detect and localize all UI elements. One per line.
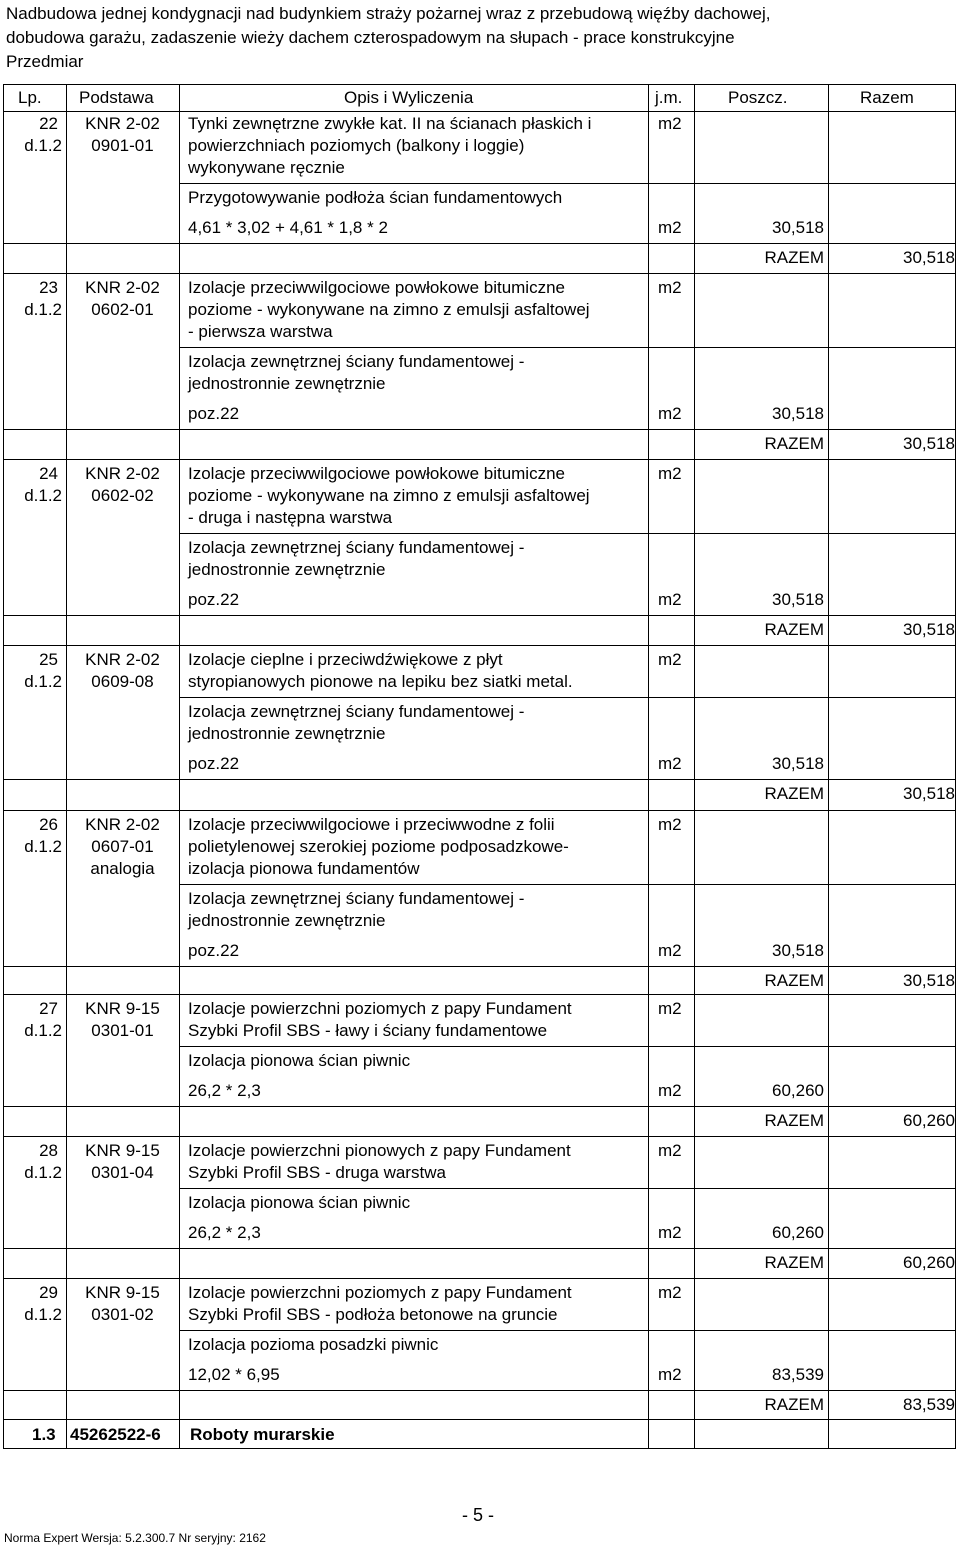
row-divider: [179, 1330, 955, 1331]
item-calculation: 4,61 * 3,02 + 4,61 * 1,8 * 2: [188, 218, 388, 237]
row-divider: [4, 1278, 955, 1279]
item-unit: m2: [658, 650, 682, 669]
item-calc-unit: m2: [658, 941, 682, 960]
item-knr: KNR 9-15: [85, 1283, 160, 1302]
item-calculation: poz.22: [188, 404, 240, 423]
item-description-line: polietylenowej szerokiej poziome podposadzkowe-: [188, 837, 569, 856]
row-divider: [179, 1046, 955, 1047]
item-description-line: wykonywane ręcznie: [188, 158, 345, 177]
col-header-jm: j.m.: [655, 88, 683, 107]
item-partial-quantity: 30,518: [772, 941, 824, 960]
item-description-line: poziome - wykonywane na zimno z emulsji asfaltowej: [188, 300, 590, 319]
row-divider: [179, 183, 955, 184]
row-divider: [179, 533, 955, 534]
item-calc-unit: m2: [658, 218, 682, 237]
item-razem-value: 30,518: [903, 248, 955, 267]
item-unit: m2: [658, 1141, 682, 1160]
item-description-line: styropianowych pionowe na lepiku bez siatki metal.: [188, 672, 573, 691]
item-number: 27: [39, 999, 58, 1018]
item-partial-quantity: 30,518: [772, 404, 824, 423]
item-calculation: poz.22: [188, 941, 240, 960]
item-description-line: powierzchniach poziomych (balkony i loggie): [188, 136, 525, 155]
col-header-poszcz: Poszcz.: [728, 88, 788, 107]
item-chapter: d.1.2: [24, 1163, 62, 1182]
item-calculation: 26,2 * 2,3: [188, 1081, 261, 1100]
item-unit: m2: [658, 464, 682, 483]
item-note-line: jednostronnie zewnętrznie: [188, 724, 386, 743]
item-razem-value: 83,539: [903, 1395, 955, 1414]
item-calculation: 26,2 * 2,3: [188, 1223, 261, 1242]
item-note-line: Izolacja pionowa ścian piwnic: [188, 1051, 411, 1070]
item-razem-value: 30,518: [903, 784, 955, 803]
item-number: 24: [39, 464, 58, 483]
document-header: [6, 2, 771, 74]
item-partial-quantity: 60,260: [772, 1081, 824, 1100]
item-chapter: d.1.2: [24, 1305, 62, 1324]
item-razem-value: 60,260: [903, 1111, 955, 1130]
item-note-line: Izolacja zewnętrznej ściany fundamentowej -: [188, 352, 525, 371]
item-chapter: d.1.2: [24, 837, 62, 856]
item-partial-quantity: 30,518: [772, 754, 824, 773]
item-number: 29: [39, 1283, 58, 1302]
item-note-line: Izolacja zewnętrznej ściany fundamentowej -: [188, 889, 525, 908]
item-partial-quantity: 30,518: [772, 218, 824, 237]
column-divider: [828, 85, 829, 1448]
row-divider: [4, 459, 955, 460]
row-divider: [4, 243, 955, 244]
item-number: 28: [39, 1141, 58, 1160]
item-knr: KNR 9-15: [85, 999, 160, 1018]
item-razem-value: 30,518: [903, 971, 955, 990]
col-header-razem: Razem: [860, 88, 914, 107]
item-knr: KNR 2-02: [85, 815, 160, 834]
item-unit: m2: [658, 1283, 682, 1302]
item-chapter: d.1.2: [24, 1021, 62, 1040]
item-calculation: 12,02 * 6,95: [188, 1365, 280, 1384]
row-divider: [179, 1188, 955, 1189]
item-code: 0602-01: [91, 300, 154, 319]
item-knr: KNR 2-02: [85, 464, 160, 483]
item-description-line: - pierwsza warstwa: [188, 322, 333, 341]
item-description-line: Izolacje powierzchni poziomych z papy Fundament: [188, 1283, 572, 1302]
item-calc-unit: m2: [658, 590, 682, 609]
row-divider: [4, 966, 955, 967]
item-razem-label: RAZEM: [764, 434, 824, 453]
col-header-opis: Opis i Wyliczenia: [344, 88, 474, 107]
item-number: 26: [39, 815, 58, 834]
item-unit: m2: [658, 999, 682, 1018]
col-header-lp: Lp.: [18, 88, 42, 107]
item-description-line: poziome - wykonywane na zimno z emulsji asfaltowej: [188, 486, 590, 505]
section-number: 1.3: [32, 1425, 56, 1444]
item-number: 25: [39, 650, 58, 669]
row-divider: [4, 615, 955, 616]
item-razem-label: RAZEM: [764, 971, 824, 990]
item-description-line: Izolacje przeciwwilgociowe i przeciwwodne z folii: [188, 815, 555, 834]
item-code-note: analogia: [90, 859, 155, 878]
project-title-line-2: dobudowa garażu, zadaszenie wieży dachem czterospadowym na słupach - prace konstrukcyjne: [6, 28, 735, 47]
column-divider: [179, 85, 180, 1448]
item-razem-label: RAZEM: [764, 1111, 824, 1130]
item-description-line: izolacja pionowa fundamentów: [188, 859, 420, 878]
item-partial-quantity: 60,260: [772, 1223, 824, 1242]
page-number: - 5 -: [462, 1505, 495, 1525]
item-description-line: Izolacje przeciwwilgociowe powłokowe bitumiczne: [188, 464, 565, 483]
item-note-line: jednostronnie zewnętrznie: [188, 560, 386, 579]
item-knr: KNR 2-02: [85, 650, 160, 669]
row-divider: [4, 429, 955, 430]
project-title-line-1: Nadbudowa jednej kondygnacji nad budynkiem straży pożarnej wraz z przebudową więźby dachowej,: [6, 4, 771, 23]
item-number: 23: [39, 278, 58, 297]
item-calc-unit: m2: [658, 404, 682, 423]
item-code: 0901-01: [91, 136, 154, 155]
item-unit: m2: [658, 278, 682, 297]
item-razem-label: RAZEM: [764, 1253, 824, 1272]
section-code: 45262522-6: [70, 1425, 161, 1444]
item-razem-label: RAZEM: [764, 784, 824, 803]
section-title: Roboty murarskie: [190, 1425, 335, 1444]
item-note-line: Izolacja zewnętrznej ściany fundamentowej -: [188, 538, 525, 557]
row-divider: [4, 810, 955, 811]
row-divider: [4, 1136, 955, 1137]
header-divider: [4, 111, 955, 112]
row-divider: [4, 1390, 955, 1391]
item-razem-label: RAZEM: [764, 248, 824, 267]
item-unit: m2: [658, 114, 682, 133]
item-code: 0301-04: [91, 1163, 154, 1182]
item-razem-value: 60,260: [903, 1253, 955, 1272]
item-knr: KNR 2-02: [85, 114, 160, 133]
row-divider: [4, 1248, 955, 1249]
item-chapter: d.1.2: [24, 672, 62, 691]
item-description-line: Tynki zewnętrzne zwykłe kat. II na ścianach płaskich i: [188, 114, 592, 133]
item-description-line: Szybki Profil SBS - ławy i ściany fundamentowe: [188, 1021, 548, 1040]
item-code: 0609-08: [91, 672, 154, 691]
row-divider: [179, 884, 955, 885]
item-note-line: Izolacja zewnętrznej ściany fundamentowej -: [188, 702, 525, 721]
col-header-podstawa: Podstawa: [79, 88, 154, 107]
row-divider: [179, 697, 955, 698]
item-unit: m2: [658, 815, 682, 834]
item-razem-label: RAZEM: [764, 620, 824, 639]
item-description-line: Izolacje cieplne i przeciwdźwiękowe z płyt: [188, 650, 503, 669]
item-description-line: Szybki Profil SBS - druga warstwa: [188, 1163, 446, 1182]
item-calc-unit: m2: [658, 1081, 682, 1100]
item-description-line: Szybki Profil SBS - podłoża betonowe na gruncie: [188, 1305, 558, 1324]
section-divider: [4, 1419, 955, 1420]
row-divider: [4, 273, 955, 274]
item-calc-unit: m2: [658, 1223, 682, 1242]
document-type: Przedmiar: [6, 52, 84, 71]
item-note-line: jednostronnie zewnętrznie: [188, 374, 386, 393]
row-divider: [4, 645, 955, 646]
item-code: 0301-01: [91, 1021, 154, 1040]
item-code: 0607-01: [91, 837, 154, 856]
przedmiar-table: [3, 84, 956, 1449]
item-note-line: Izolacja pozioma posadzki piwnic: [188, 1335, 439, 1354]
item-knr: KNR 2-02: [85, 278, 160, 297]
item-partial-quantity: 30,518: [772, 590, 824, 609]
item-chapter: d.1.2: [24, 486, 62, 505]
row-divider: [4, 779, 955, 780]
item-description-line: Izolacje powierzchni pionowych z papy Fundament: [188, 1141, 571, 1160]
row-divider: [179, 347, 955, 348]
item-chapter: d.1.2: [24, 300, 62, 319]
row-divider: [4, 994, 955, 995]
item-description-line: Izolacje przeciwwilgociowe powłokowe bitumiczne: [188, 278, 565, 297]
item-razem-label: RAZEM: [764, 1395, 824, 1414]
item-code: 0602-02: [91, 486, 154, 505]
item-calculation: poz.22: [188, 754, 240, 773]
item-code: 0301-02: [91, 1305, 154, 1324]
item-note-line: Przygotowywanie podłoża ścian fundamentowych: [188, 188, 563, 207]
item-description-line: Izolacje powierzchni poziomych z papy Fundament: [188, 999, 572, 1018]
item-calc-unit: m2: [658, 1365, 682, 1384]
row-divider: [4, 1106, 955, 1107]
item-calc-unit: m2: [658, 754, 682, 773]
column-divider: [648, 85, 649, 1448]
item-razem-value: 30,518: [903, 620, 955, 639]
item-note-line: jednostronnie zewnętrznie: [188, 911, 386, 930]
item-partial-quantity: 83,539: [772, 1365, 824, 1384]
item-note-line: Izolacja pionowa ścian piwnic: [188, 1193, 411, 1212]
software-info: Norma Expert Wersja: 5.2.300.7 Nr seryjny: 2162: [4, 1531, 266, 1545]
item-razem-value: 30,518: [903, 434, 955, 453]
item-description-line: - druga i następna warstwa: [188, 508, 393, 527]
item-number: 22: [39, 114, 58, 133]
item-calculation: poz.22: [188, 590, 240, 609]
item-knr: KNR 9-15: [85, 1141, 160, 1160]
item-chapter: d.1.2: [24, 136, 62, 155]
